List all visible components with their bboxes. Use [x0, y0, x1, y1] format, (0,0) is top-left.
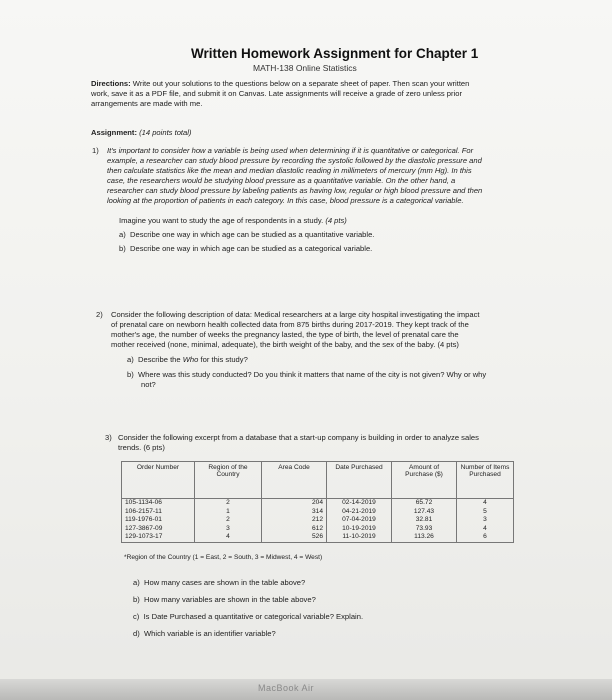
- device-brand-label: MacBook Air: [258, 683, 315, 693]
- cell-area: 612: [262, 525, 327, 534]
- q2-line: mother received (none, minimal, adequate), the birth weight of the baby, and the sex of the baby. (4 pts): [111, 340, 459, 349]
- page-title: Written Homework Assignment for Chapter 1: [191, 46, 479, 61]
- table-row: [122, 533, 514, 542]
- col-date-purchased: Date Purchased: [327, 462, 392, 499]
- table-footnote: *Region of the Country (1 = East, 2 = South, 3 = Midwest, 4 = West): [124, 554, 323, 561]
- directions-line-3: arrangements are made with me.: [91, 99, 203, 108]
- cell-area: 204: [262, 499, 327, 508]
- q1-intro-line: example, a researcher can study blood pressure by recording the systolic followed by the diastolic pressure and: [107, 156, 482, 165]
- q1-intro-line: looking at the proportion of patients in each category. In this case, blood pressure is a categorical variable.: [107, 196, 464, 205]
- course-subtitle: MATH-138 Online Statistics: [253, 63, 357, 73]
- q3-line-1: Consider the following excerpt from a database that a start-up company is building in order to analyze sales: [118, 433, 479, 442]
- cell-region: 3: [195, 525, 262, 534]
- q3-part-b: b) How many variables are shown in the table above?: [133, 595, 316, 604]
- q3-number: 3): [105, 433, 112, 442]
- cell-date: 04-21-2019: [327, 508, 392, 517]
- q2-line: of prenatal care on newborn health collected data from 875 births during 2017-2019. They kept track of the: [111, 320, 469, 329]
- cell-area: 212: [262, 516, 327, 525]
- cell-date: 02-14-2019: [327, 499, 392, 508]
- cell-region: 1: [195, 508, 262, 517]
- q3-part-a: a) How many cases are shown in the table above?: [133, 578, 306, 587]
- cell-date: 11-10-2019: [327, 533, 392, 542]
- q2-part-a: a) Describe the Who for this study?: [127, 355, 248, 364]
- q3-part-c: c) Is Date Purchased a quantitative or categorical variable? Explain.: [133, 612, 364, 621]
- assignment-points: (14 points total): [139, 128, 192, 137]
- cell-area: 314: [262, 508, 327, 517]
- cell-order: 129-1073-17: [122, 533, 195, 542]
- cell-amount: 32.81: [392, 516, 457, 525]
- q2-line: mother's age, the number of weeks the pregnancy lasted, the type of birth, the level of prenatal care the: [111, 330, 459, 339]
- cell-region: 2: [195, 516, 262, 525]
- cell-amount: 73.93: [392, 525, 457, 534]
- directions-line-1: Directions: Write out your solutions to the questions below on a separate sheet of paper. Then scan your written: [91, 79, 470, 88]
- cell-order: 105-1134-06: [122, 499, 195, 508]
- q1-part-b: b) Describe one way in which age can be studied as a categorical variable.: [119, 244, 373, 253]
- q1-intro-line: researcher can study blood pressure by labeling patients as having low, regular or high blood pressure and then: [107, 186, 483, 195]
- col-amount: Amount of Purchase ($): [392, 462, 457, 499]
- cell-order: 127-3867-09: [122, 525, 195, 534]
- cell-items: 6: [457, 533, 514, 542]
- table-row: [122, 508, 514, 517]
- q1-number: 1): [92, 146, 99, 155]
- q1-part-a: a) Describe one way in which age can be studied as a quantitative variable.: [119, 230, 375, 239]
- cell-amount: 65.72: [392, 499, 457, 508]
- q1-intro-line: case, the researchers would be studying blood pressure as a quantitative variable. On the other hand, a: [107, 176, 456, 185]
- q2-part-b-cont: not?: [141, 380, 156, 389]
- directions-label: Directions:: [91, 79, 131, 88]
- cell-region: 2: [195, 499, 262, 508]
- cell-date: 10-19-2019: [327, 525, 392, 534]
- table-row: [122, 499, 514, 508]
- cell-amount: 113.26: [392, 533, 457, 542]
- sales-database-table: [121, 461, 514, 543]
- cell-items: 4: [457, 499, 514, 508]
- cell-region: 4: [195, 533, 262, 542]
- assignment-label: Assignment:: [91, 128, 137, 137]
- cell-items: 3: [457, 516, 514, 525]
- table-row: [122, 516, 514, 525]
- q3-part-d: d) Which variable is an identifier variable?: [133, 629, 276, 638]
- q3-line-2: trends. (6 pts): [118, 443, 165, 452]
- cell-amount: 127.43: [392, 508, 457, 517]
- col-region: Region of the Country: [195, 462, 262, 499]
- q1-intro-line: then calculate statistics like the mean and median diastolic reading in millimeters of mercury (mm Hg). In this: [107, 166, 472, 175]
- cell-area: 526: [262, 533, 327, 542]
- cell-items: 5: [457, 508, 514, 517]
- assignment-heading: [91, 128, 191, 138]
- q2-part-b: b) Where was this study conducted? Do you think it matters that name of the city is not given? Why or why: [127, 370, 487, 379]
- cell-order: 106-2157-11: [122, 508, 195, 517]
- col-items: Number of Items Purchased: [457, 462, 514, 499]
- col-area-code: Area Code: [262, 462, 327, 499]
- q1-prompt: Imagine you want to study the age of respondents in a study. (4 pts): [119, 216, 347, 225]
- q2-number: 2): [96, 310, 103, 319]
- cell-items: 4: [457, 525, 514, 534]
- cell-date: 07-04-2019: [327, 516, 392, 525]
- table-header-row: [122, 462, 514, 499]
- q1-intro-line: It's important to consider how a variable is being used when determining if it is quantitative or categorical. For: [107, 146, 474, 155]
- directions-line-2: work, save it as a PDF file, and submit it on Canvas. Late assignments will receive a grade of zero unless prior: [91, 89, 462, 98]
- q2-line: Consider the following description of data: Medical researchers at a large city hospital investigating the impact: [111, 310, 480, 319]
- col-order-number: Order Number: [122, 462, 195, 499]
- table-row: [122, 525, 514, 534]
- cell-order: 119-1976-01: [122, 516, 195, 525]
